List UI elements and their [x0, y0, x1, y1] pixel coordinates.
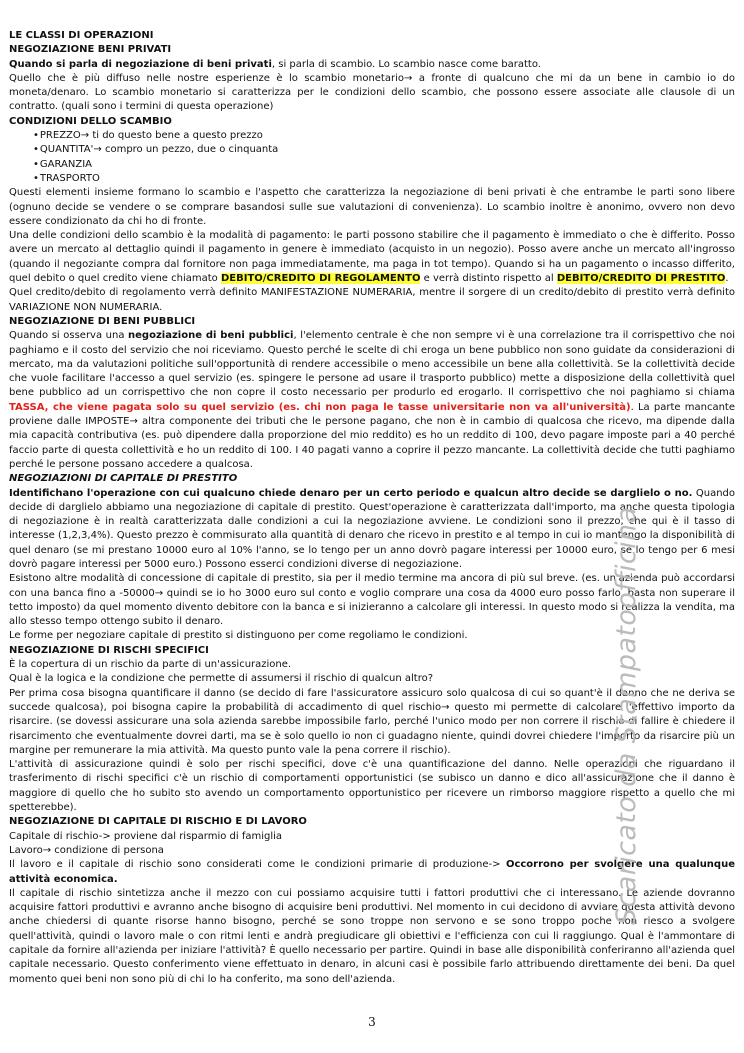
- list-item: • GARANZIA: [33, 158, 735, 172]
- text: e verrà distinto rispetto al: [420, 273, 557, 285]
- bold-text: Identifichano l'operazione con cui qualcuno chiede denaro per un certo periodo e qualcun altro decide se darglielo o no.: [9, 487, 693, 499]
- paragraph: [9, 229, 735, 286]
- list-item: • PREZZO→ ti do questo bene a questo prezzo: [33, 129, 735, 143]
- paragraph: Quello che è più diffuso nelle nostre esperienze è lo scambio monetario→ a fronte di qualcuno che mi da un bene in cambio io do moneta/denaro. Lo scambio monetario si caratterizza per le condizioni dello scambio, che possono essere associate alle clausole di un contratto. (quali sono i termini di questa operazione): [9, 72, 735, 113]
- paragraph: L'attività di assicurazione quindi è solo per rischi specifici, dove c'è una quantificazione del danno. Nelle operazioni che riguardano il trasferimento di rischi specifici c'è un rischio di comportamenti opportunistici (se subisco un danno e dico all'assicurazione che il danno è maggiore di quello che ho subito sto avendo un comportamento opportunistico per ricevere un rimborso maggiore rispetto a quello che mi spetterebbe).: [9, 759, 735, 814]
- heading-beni-pubblici: NEGOZIAZIONE DI BENI PUBBLICI: [9, 315, 196, 327]
- text: , si parla di scambio. Lo scambio nasce come baratto.: [271, 58, 541, 70]
- text: Quando decide di darglielo abbiamo una negoziazione di capitale di prestito. Quest'operazione è caratterizzata dall'importo, ma anche questa tipologia di negoziazione è in realtà caratterizzata dalle condizioni a cui la negoziazione avviene. Le condizioni sono il prezzo, che qui è il tasso di interesse (1,2,3,4%). Questo prezzo è commisurato alla quantità di denaro che ricevo in prestito e al tempo in cui io mantengo la disponibilità di quel denaro (se mi prestano 10000 euro al 10% l'anno, se lo tengo per un anno dovrò pagare interessi per 10000 euro, se lo tengo per 6 mesi dovrò pagare interessi per 5000 euro.) Possono esserci condizioni diverse di negoziazione.: [9, 487, 735, 570]
- list-item: • TRASPORTO: [33, 172, 735, 186]
- paragraph: Qual è la logica e la condizione che permette di assumersi il rischio di qualcun altro?: [9, 673, 434, 685]
- text: , l'elemento centrale è che non sempre vi è una correlazione tra il corrispettivo che noi paghiamo e il costo del servizio che noi riceviamo. Questo perché le scelte di chi eroga un bene pubblico non sono guidate da considerazioni di mercato, ma da valutazioni politiche sull'opportunità di rendere accessibile o meno accessibile un bene alla collettività. Se la collettività decide che vuole facilitare l'accesso a quel servizio (es. spingere le persone ad usare il trasporto pubblico) mette a disposizione della collettività quel bene pubblico ad un corrispettivo che non copre il costo necessario per produrlo ed erogarlo. Il corrispettivo che noi paghiamo si chiama: [9, 330, 735, 399]
- text: Quando si osserva una: [9, 330, 129, 342]
- highlighted-term: DEBITO/CREDITO DI REGOLAMENTO: [220, 273, 421, 285]
- paragraph: Lavoro→ condizione di persona: [9, 844, 164, 856]
- text: Una delle condizioni dello scambio è la modalità di pagamento: le parti possono stabilire che il pagamento è immediato o che è differito. Posso avere un mercato al dettaglio quindi il pagamento in genere è immediato (acquisto in un negozio). Posso avere anche un mercato all'ingrosso (quando il negoziante compra dal fornitore non paga immediatamente, ma paga in tot tempo). Quando si ha un pagamento o incasso differito, quel debito o quel credito viene chiamato: [9, 230, 735, 285]
- paragraph: Capitale di rischio-> proviene dal risparmio di famiglia: [9, 830, 283, 842]
- text: .: [725, 273, 729, 285]
- list-item: • QUANTITA'→ compro un pezzo, due o cinquanta: [33, 143, 735, 157]
- watermark: Scaricato da Stampatoofficina: [611, 506, 642, 925]
- red-emphasis: TASSA, che viene pagata solo su quel servizio (es. chi non paga le tasse universitarie non va all'università): [9, 401, 631, 413]
- paragraph: [9, 58, 735, 72]
- paragraph: Il capitale di rischio sintetizza anche il mezzo con cui possiamo acquisire tutti i fattori produttivi che ci interessano. Le aziende dovranno acquisire fattori produttivi e avranno anche bisogno di acquisire beni produttivi. Nel momento in cui decidono di avviare questa attività devono anche chiedersi di quante risorse hanno bisogno, perché se sono troppe non servono e se sono troppo poche non riesco a svolgere quell'attività, quindi o lavoro male o con ritmi lenti e andrà pregiudicare gli obiettivi e l'efficienza con cui li raggiungo. Qual è l'ammontare di capitale da fornire all'azienda per iniziare l'attività? È quello necessario per partire. Quindi in base alle disponibilità conferiranno all'azienda quel capitale necessario. Questo conferimento viene effettuato in denaro, in alcuni casi è possibile farlo attribuendo direttamente dei beni. Da quel momento quei beni non sono più di chi lo ha conferito, ma sono dell'azienda.: [9, 887, 735, 985]
- paragraph: Per prima cosa bisogna quantificare il danno (se decido di fare l'assicuratore assicuro solo qualcosa di cui so quant'è il danno che ne deriva se succede qualcosa), poi bisogna capire la probabilità di accadimento di quel rischio→ questo mi permette di calcolare l'effettivo importo da risarcire. (se dovessi assicurare una sola azienda sarebbe impossibile farlo, perché l'unico modo per non correre il rischio di fallire è chiedere il risarcimento che eventualmente dovrei darti, ma se è solo quello io non ci guadagno niente, quindi dovrei chiedere l'importo da risarcire più un margine per remunerare la mia attività. Ma questo punto vale la pena correre il rischio).: [9, 687, 735, 756]
- paragraph: Questi elementi insieme formano lo scambio e l'aspetto che caratterizza la negoziazione di beni privati è che entrambe le parti sono libere (ognuno decide se vendere o se comprare basandosi sulle sue valutazioni di convenienza). Lo scambio inoltre è anonimo, ovvero non devo essere condizionato da chi ho di fronte.: [9, 187, 735, 227]
- paragraph: È la copertura di un rischio da parte di un'assicurazione.: [9, 659, 292, 671]
- bold-text: Quando si parla di negoziazione di beni privati: [9, 58, 272, 70]
- document-title: LE CLASSI DI OPERAZIONI: [9, 30, 154, 41]
- heading-capitale-rischio: NEGOZIAZIONE DI CAPITALE DI RISCHIO E DI LAVORO: [9, 816, 307, 828]
- heading-condizioni: CONDIZIONI DELLO SCAMBIO: [9, 115, 172, 127]
- text: Il lavoro e il capitale di rischio sono considerati come le condizioni primarie di produzione->: [9, 859, 506, 871]
- conditions-list: [9, 129, 735, 186]
- heading-rischi-specifici: NEGOZIAZIONE DI RISCHI SPECIFICI: [9, 644, 209, 656]
- paragraph: Esistono altre modalità di concessione di capitale di prestito, sia per il medio termine ma ancora di più sul breve. (es. un'azienda può accordarsi con una banca fino a -50000→ quindi se io ho 3000 euro sul conto e voglio comprare una cosa da 4000 euro posso farlo, basta non superare il tetto imposto) da quel momento divento debitore con la banca e si inizieranno a calcolare gli interessi. In questo modo si realizza la vendita, ma allo stesso tempo ottengo subito il denaro.: [9, 573, 735, 628]
- text: . La parte mancante proviene dalle IMPOSTE→ altra componente dei tributi che le persone pagano, che non è in cambio di qualcosa che ricevo, ma dipende dalla mia capacità contributiva (es. può dipendere dalla proporzione del mio reddito) es ho un reddito di 100, devo pagare imposte pari a 40 perché faccio parte di questa collettività e ho un reddito di 100. I 40 pagati vanno a coprire il pezzo mancante. La collettività decide che tutti paghiamo perché le persone possano accedere a qualcosa.: [9, 401, 735, 470]
- highlighted-term: DEBITO/CREDITO DI PRESTITO: [556, 273, 726, 285]
- heading-capitale-prestito: NEGOZIAZIONI DI CAPITALE DI PRESTITO: [9, 473, 238, 485]
- heading-beni-privati: NEGOZIAZIONE BENI PRIVATI: [9, 44, 172, 56]
- page-number: 3: [368, 1015, 376, 1029]
- paragraph: Le forme per negoziare capitale di prestito si distinguono per come regoliamo le condizioni.: [9, 630, 468, 642]
- bold-text: Occorrono per svolgere una qualunque attività economica.: [9, 859, 735, 885]
- paragraph: Quel credito/debito di regolamento verrà definito MANIFESTAZIONE NUMERARIA, mentre il sorgere di un credito/debito di prestito verrà definito VARIAZIONE NON NUMERARIA.: [9, 287, 735, 313]
- bold-text: negoziazione di beni pubblici: [128, 330, 294, 342]
- paragraph: [9, 329, 735, 472]
